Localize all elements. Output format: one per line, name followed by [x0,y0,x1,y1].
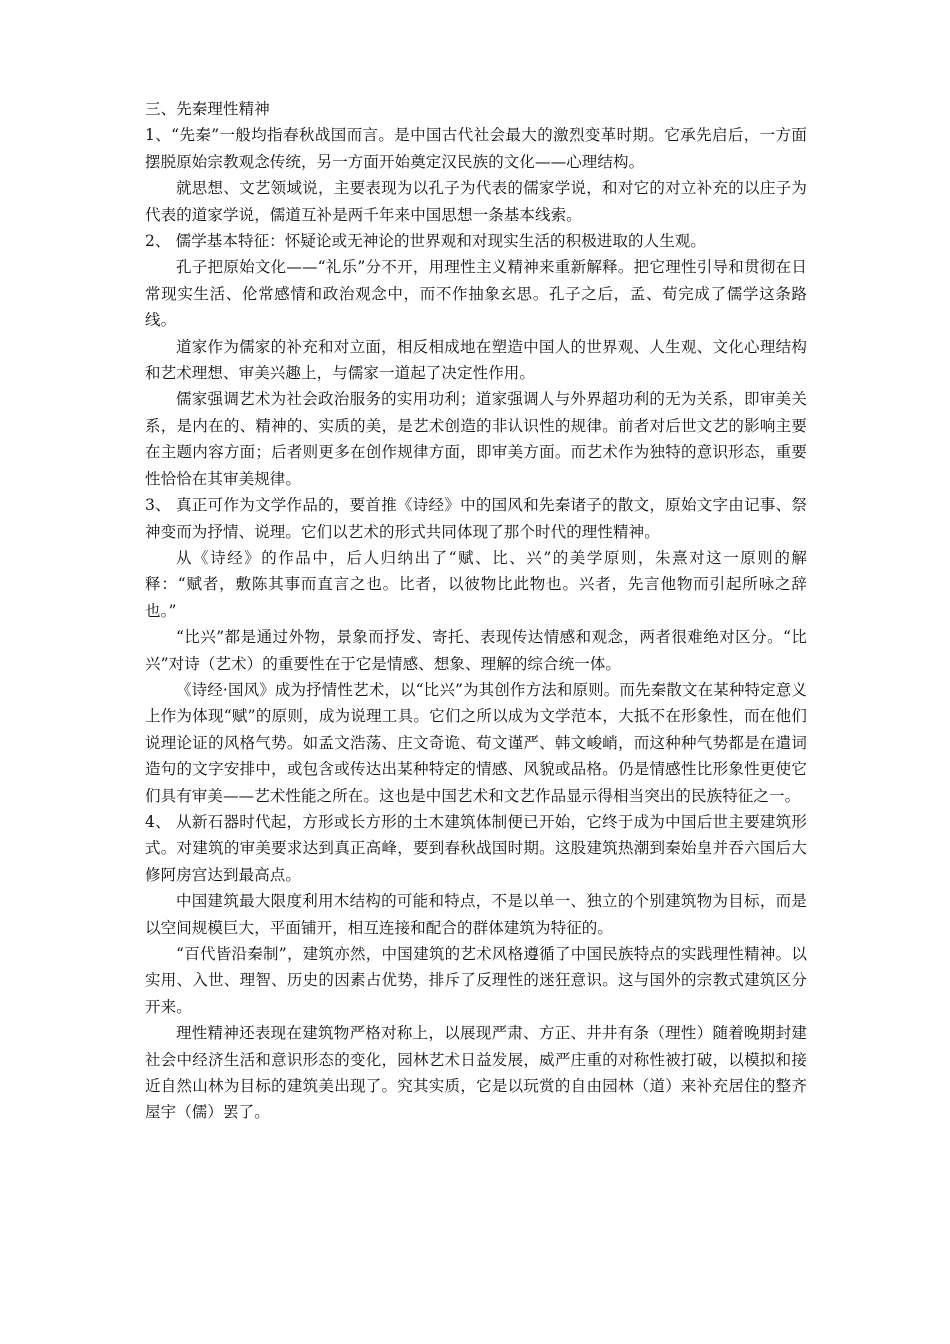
section-heading: 三、先秦理性精神 [145,100,270,118]
paragraph-2-confucian-features: 2、 儒学基本特征：怀疑论或无神论的世界观和对现实生活的积极进取的人生观。 [145,232,706,251]
paragraph-1-pre-qin: 1、“先秦”一般均指春秋战国而言。是中国古代社会最大的激烈变革时期。它承先启后，一方面摆脱原始宗教观念传统，另一方面开始奠定汉民族的文化——心理结构。 [145,126,807,171]
paragraph-guofeng-prose: 《诗经·国风》成为抒情性艺术，以“比兴”为其创作方法和原则。而先秦散文在某种特定意义上作为体现“赋”的原则，成为说理工具。它们之所以成为文学范本，大抵不在形象性，而在他们说理论证的风格气势。如孟文浩荡、庄文奇诡、荀文谨严、韩文峻峭，而这种种气势都是在遣词造句的文字安排中，或包含或传达出某种特定的情感、风貌或品格。仍是情感性比形象性更使它们具有审美——艺术性能之所在。这也是中国艺术和文艺作品显示得相当突出的民族特征之一。 [145,680,807,805]
paragraph-qin-system: “百代皆沿秦制”，建筑亦然，中国建筑的艺术风格遵循了中国民族特点的实践理性精神。以实用、入世、理智、历史的因素占优势，排斥了反理性的迷狂意识。这与国外的宗教式建筑区分开来。 [145,945,807,1016]
paragraph-wood-structure: 中国建筑最大限度利用木结构的可能和特点，不是以单一、独立的个别建筑物为目标，而是以空间规模巨大，平面铺开，相互连接和配合的群体建筑为特征的。 [145,892,807,937]
document-page [145,96,807,1126]
paragraph-symmetry-gardens: 理性精神还表现在建筑物严格对称上，以展现严肃、方正、井井有条（理性）随着晚期封建社会中经济生活和意识形态的变化，园林艺术日益发展，威严庄重的对称性被打破，以模拟和接近自然山林为目标的建筑美出现了。究其实质，它是以玩赏的自由园林（道）来补充居住的整齐屋宇（儒）罢了。 [145,1024,807,1122]
paragraph-3-literature: 3、 真正可作为文学作品的，要首推《诗经》中的国风和先秦诸子的散文，原始文字由记事、祭神变而为抒情、说理。它们以艺术的形式共同体现了那个时代的理性精神。 [145,496,807,541]
paragraph-fu-bi-xing: 从《诗经》的作品中，后人归纳出了“赋、比、兴”的美学原则，朱熹对这一原则的解释：“赋者，敷陈其事而直言之也。比者，以彼物比此物也。兴者，先言他物而引起所咏之辞也。” [145,548,807,620]
paragraph-art-function: 儒家强调艺术为社会政治服务的实用功利；道家强调人与外界超功利的无为关系，即审美关系，是内在的、精神的、实质的美，是艺术创造的非认识性的规律。前者对后世文艺的影响主要在主题内容方面；后者则更多在创作规律方面，即审美方面。而艺术作为独特的意识形态，重要性恰恰在其审美规律。 [145,390,807,488]
paragraph-confucius: 孔子把原始文化——“礼乐”分不开，用理性主义精神来重新解释。把它理性引导和贯彻在日常现实生活、伦常感情和政治观念中，而不作抽象玄思。孔子之后，孟、荀完成了儒学这条路线。 [145,258,807,330]
paragraph-thought-domain: 就思想、文艺领域说，主要表现为以孔子为代表的儒家学说，和对它的对立补充的以庄子为代表的道家学说，儒道互补是两千年来中国思想一条基本线索。 [145,179,807,224]
paragraph-daoism: 道家作为儒家的补充和对立面，相反相成地在塑造中国人的世界观、人生观、文化心理结构和艺术理想、审美兴趣上，与儒家一道起了决定性作用。 [145,337,807,383]
paragraph-4-architecture: 4、 从新石器时代起，方形或长方形的土木建筑体制便已开始，它终于成为中国后世主要建筑形式。对建筑的审美要求达到真正高峰，要到春秋战国时期。这股建筑热潮到秦始皇并吞六国后大修阿房宫达到最高点。 [145,812,807,884]
paragraph-bixing: “比兴”都是通过外物，景象而抒发、寄托、表现传达情感和观念，两者很难绝对区分。“比兴”对诗（艺术）的重要性在于它是情感、想象、理解的综合统一体。 [145,628,807,673]
